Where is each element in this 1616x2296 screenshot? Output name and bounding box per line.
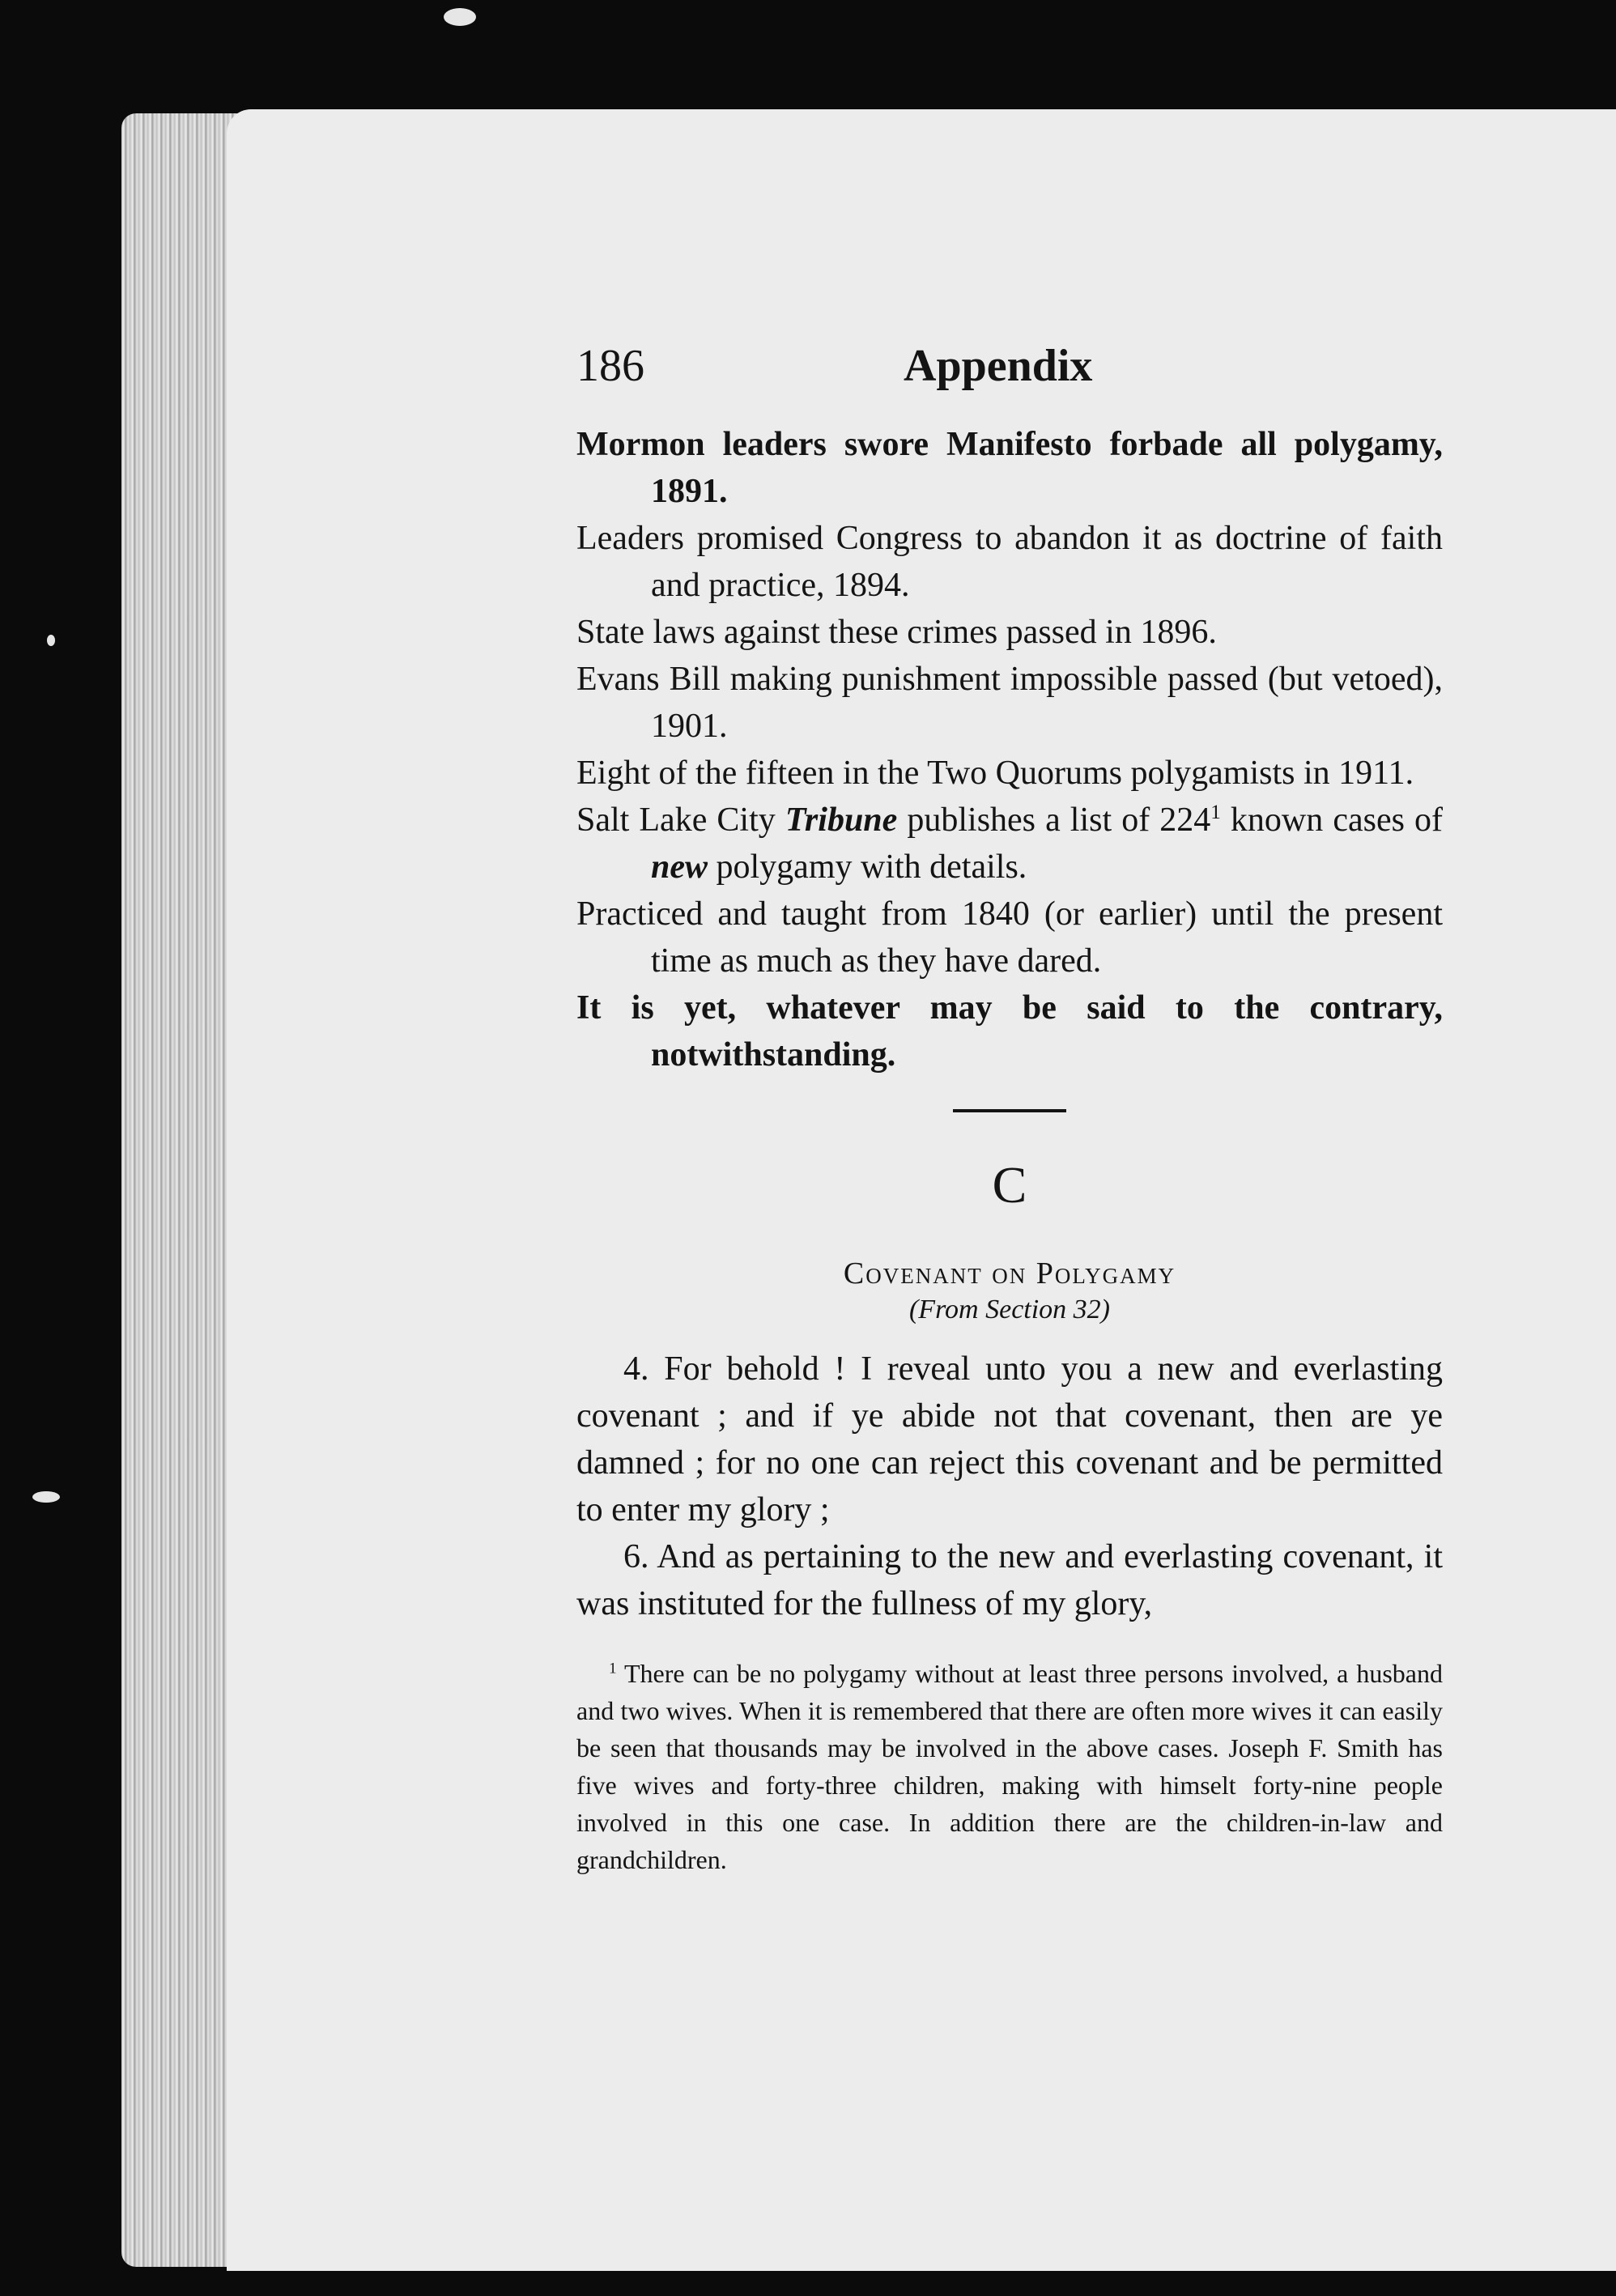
chronology-entry: Mormon leaders swore Manifesto forbade all polygamy, 1891.	[576, 426, 1443, 510]
chronology-entry	[576, 797, 1443, 891]
page-number: 186	[576, 341, 644, 391]
chronology-entry: Eight of the fifteen in the Two Quorums polygamists in 1911.	[576, 755, 1414, 792]
section-divider	[953, 1109, 1066, 1112]
section-letter: C	[992, 1156, 1027, 1214]
covenant-text	[576, 1346, 1443, 1627]
emphasis-text: new	[651, 848, 708, 886]
chronology-entry: Leaders promised Congress to abandon it as doctrine of faith and practice, 1894.	[576, 520, 1443, 604]
chronology-entry: Evans Bill making punishment impossible passed (but vetoed), 1901.	[576, 661, 1443, 745]
scan-speck	[32, 1491, 60, 1503]
newspaper-title: Tribune	[785, 801, 898, 839]
verse-paragraph: 6. And as pertaining to the new and everlasting covenant, it was instituted for the fullness of my glory,	[576, 1538, 1443, 1622]
scan-speck	[444, 8, 476, 26]
chronology-entry: Practiced and taught from 1840 (or earlier) until the present time as much as they have dared.	[576, 895, 1443, 980]
page-text	[576, 340, 1443, 1878]
chronology-list	[576, 421, 1443, 1078]
scan-speck	[47, 635, 55, 646]
section-source: (From Section 32)	[908, 1295, 1110, 1324]
chronology-entry: It is yet, whatever may be said to the contrary, notwithstanding.	[576, 989, 1443, 1074]
footnote-marker: 1	[1210, 801, 1221, 823]
footnote-number: 1	[609, 1660, 617, 1677]
chronology-entry: State laws against these crimes passed in 1896.	[576, 614, 1217, 651]
running-title: Appendix	[904, 341, 1093, 391]
entry-text: publishes a list of 224	[897, 801, 1211, 839]
entry-text: polygamy with details.	[708, 848, 1027, 886]
running-head	[576, 340, 1443, 405]
verse-paragraph: 4. For behold ! I reveal unto you a new and everlasting covenant ; and if ye abide not that covenant, then are ye damned ; for no one can reject this covenant and be permitted to enter my glory ;	[576, 1350, 1443, 1529]
footnote	[576, 1655, 1443, 1878]
footnote-text: There can be no polygamy without at least three persons involved, a husband and two wives. When it is remembered that there are often more wives it can easily be seen that thousands may be involved in the above cases. Joseph F. Smith has five wives and forty-three children, making with himselt forty-nine people involved in this one case. In addition there are the children-in-law and grandchildren.	[576, 1659, 1443, 1874]
entry-text: known cases of	[1220, 801, 1443, 839]
section-title: Covenant on Polygamy	[843, 1256, 1176, 1290]
entry-text: Salt Lake City	[576, 801, 785, 839]
